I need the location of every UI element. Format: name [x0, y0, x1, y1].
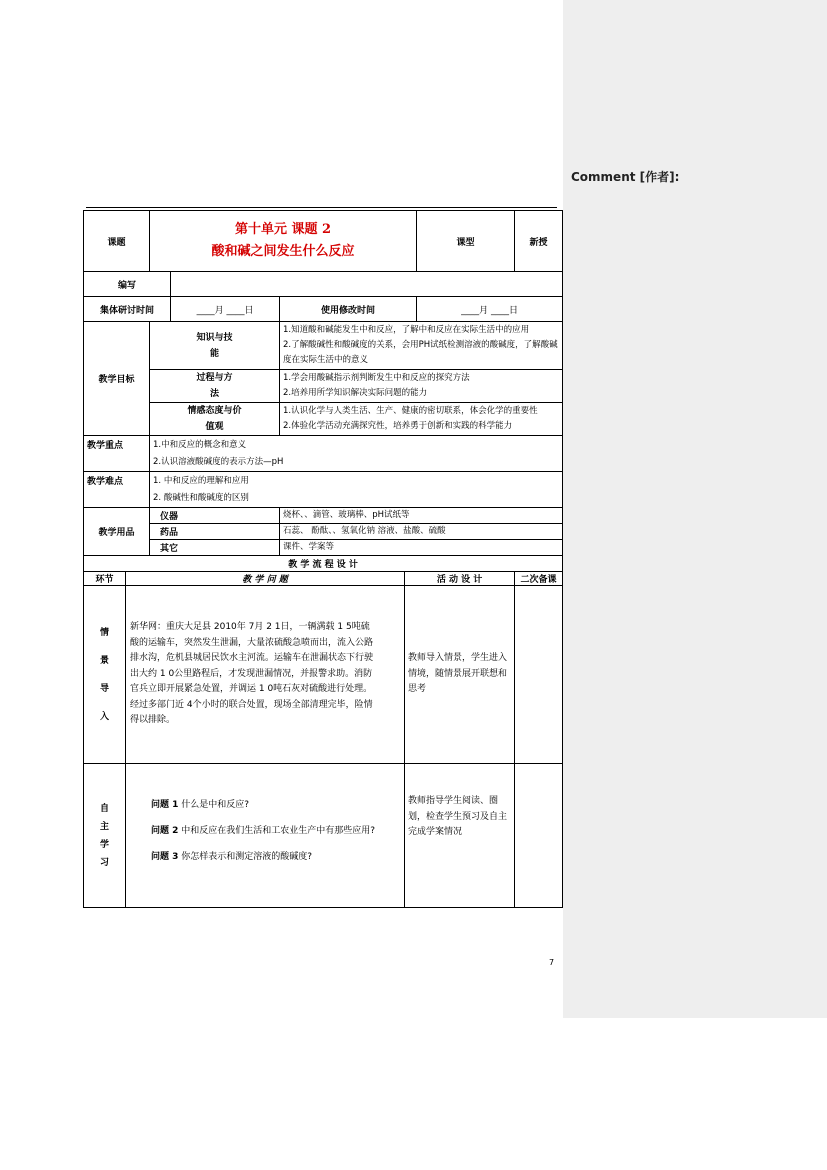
- key-point-1: 1.中和反应的概念和意义: [153, 439, 247, 450]
- lesson-title-line2: 酸和碱之间发生什么反应: [211, 244, 355, 259]
- goal-knowledge-label: [150, 322, 280, 370]
- supply-other-value: 课件、学案等: [280, 540, 563, 556]
- revise-time-label: 使用修改时间: [280, 297, 417, 322]
- supply-instrument-label: 仪器: [150, 508, 280, 524]
- question-3: [151, 849, 386, 865]
- stage-self-char-2: 主: [99, 821, 109, 832]
- question-2-text: 中和反应在我们生活和工农业生产中有那些应用?: [181, 825, 376, 836]
- question-1-text: 什么是中和反应?: [181, 799, 250, 810]
- header-question: 教 学 问 题: [126, 572, 405, 586]
- research-time-label: 集体研讨时间: [84, 297, 171, 322]
- question-3-label: 问题 3: [151, 851, 179, 862]
- flow-title: 教 学 流 程 设 计: [84, 556, 563, 572]
- revise-date: ____月 ____日: [417, 297, 563, 322]
- difficult-points-label: 教学难点: [84, 472, 150, 508]
- research-date: ____月 ____日: [171, 297, 280, 322]
- goal-attitude-text: 情感态度与价值观: [187, 406, 242, 432]
- lesson-title: [150, 211, 417, 272]
- stage-intro-label: [84, 586, 126, 764]
- author-label: 编写: [84, 272, 171, 297]
- stage-intro-char-2: 景: [99, 655, 109, 666]
- header-second-prep: 二次备课: [515, 572, 563, 586]
- type-value: 新授: [515, 211, 563, 272]
- stage-self-questions: [126, 764, 405, 908]
- stage-self-study-label: [84, 764, 126, 908]
- header-activity: 活 动 设 计: [405, 572, 515, 586]
- stage-intro-char-1: 情: [99, 627, 109, 638]
- stage-intro-char-3: 导: [99, 683, 109, 694]
- goal-process-content: [280, 370, 563, 403]
- question-1: [151, 797, 386, 813]
- stage-self-second-prep: [515, 764, 563, 908]
- stage-self-char-3: 学: [99, 839, 109, 850]
- lesson-plan-table: [83, 210, 563, 908]
- goal-attitude-content: [280, 403, 563, 436]
- supply-chemical-label: 药品: [150, 524, 280, 540]
- comment-label: Comment [作者]:: [571, 170, 680, 184]
- goal-knowledge-content: [280, 322, 563, 370]
- key-points-label: 教学重点: [84, 436, 150, 472]
- stage-intro-activity: 教师导入情景，学生进入情境，随情景展开联想和思考: [405, 586, 515, 764]
- goal-knowledge-line2: 2.了解酸碱性和酸碱度的关系，会用PH试纸检测溶液的酸碱度，了解酸碱度在实际生活中的意义: [283, 340, 558, 365]
- page-number: 7: [549, 958, 555, 967]
- question-1-label: 问题 1: [151, 799, 179, 810]
- supply-chemical-value: 石蕊、 酚酞、、氢氧化钠 溶液、盐酸、硫酸: [280, 524, 563, 540]
- goal-process-line1: 1.学会用酸碱指示剂判断发生中和反应的探究方法: [283, 373, 470, 383]
- key-points-content: [150, 436, 563, 472]
- difficult-point-2: 2. 酸碱性和酸碱度的区别: [153, 492, 249, 503]
- lesson-title-line1: 第十单元 课题 2: [234, 222, 332, 237]
- header-rule: [86, 207, 557, 208]
- goal-process-line2: 2.培养用所学知识解决实际问题的能力: [283, 388, 428, 398]
- author-value: [171, 272, 563, 297]
- goal-process-label: [150, 370, 280, 403]
- goal-process-text: 过程与方法: [196, 373, 233, 399]
- stage-self-char-1: 自: [99, 803, 109, 814]
- key-point-2: 2.认识溶液酸碱度的表示方法—pH: [153, 456, 284, 467]
- supply-other-label: 其它: [150, 540, 280, 556]
- goal-attitude-line2: 2.体验化学活动充满探究性，培养勇于创新和实践的科学能力: [283, 421, 513, 431]
- difficult-points-content: [150, 472, 563, 508]
- goal-knowledge-text: 知识与技能: [196, 332, 233, 359]
- stage-intro-char-4: 入: [99, 711, 109, 722]
- goal-knowledge-line1: 1.知道酸和碱能发生中和反应，了解中和反应在实际生活中的应用: [283, 325, 530, 335]
- goal-attitude-line1: 1.认识化学与人类生活、生产、健康的密切联系，体会化学的重要性: [283, 406, 538, 416]
- stage-intro-story: 新华网：重庆大足县 2010年 7月 2 1日，一辆满载 1 5吨硫酸的运输车，突然发生泄漏，大量浓硫酸急喷而出，流入公路排水沟，危机县城居民饮水主河流。运输车在泄漏状态下行驶出大约 1 0公里路程后，才发现泄漏情况，并报警求助。消防官兵立即开展紧急处置，并调运 1 0吨石灰对硫酸进行处理。经过多部门近 4个小时的联合处置，现场全部清理完毕，险情得以排除。: [126, 586, 405, 764]
- stage-intro-second-prep: [515, 586, 563, 764]
- question-2-label: 问题 2: [151, 825, 179, 836]
- type-label: 课型: [417, 211, 515, 272]
- goals-label: 教学目标: [84, 322, 150, 436]
- stage-self-activity: 教师指导学生阅读、圈划，检查学生预习及自主完成学案情况: [405, 764, 515, 908]
- question-3-text: 你怎样表示和测定溶液的酸碱度?: [181, 851, 313, 862]
- goal-attitude-label: [150, 403, 280, 436]
- difficult-point-1: 1. 中和反应的理解和应用: [153, 475, 249, 486]
- comment-pane: [563, 0, 827, 1018]
- topic-label: 课题: [84, 211, 150, 272]
- question-2: [151, 823, 386, 839]
- header-stage: 环节: [84, 572, 126, 586]
- stage-self-char-4: 习: [99, 857, 109, 868]
- supply-instrument-value: 烧杯、、滴管、玻璃棒、pH试纸等: [280, 508, 563, 524]
- supplies-label: 教学用品: [84, 508, 150, 556]
